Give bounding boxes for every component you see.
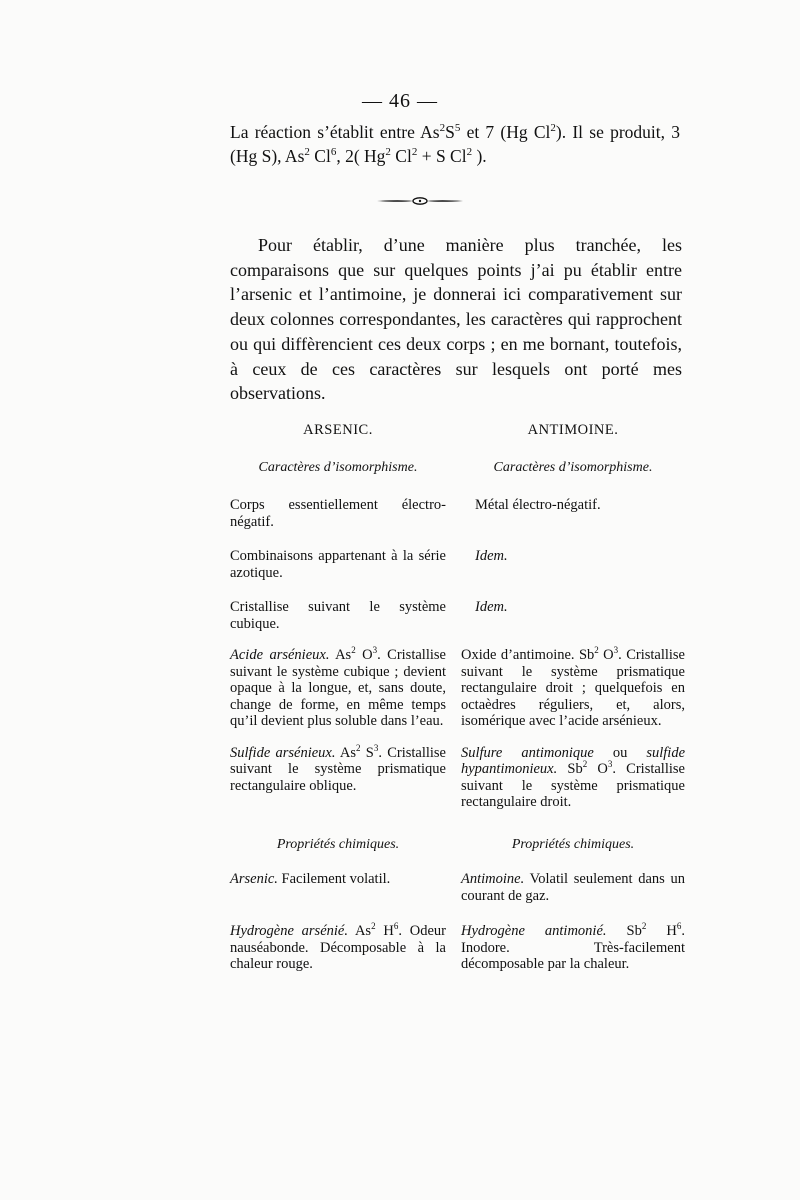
superscript: 2 xyxy=(385,146,391,159)
superscript: 3 xyxy=(613,645,619,656)
intro-reaction xyxy=(230,120,680,168)
formula-text: As xyxy=(329,647,352,663)
superscript: 2 xyxy=(371,921,376,932)
formula-text: Sb xyxy=(557,761,583,777)
superscript: 6 xyxy=(676,921,682,932)
superscript: 2 xyxy=(304,146,310,159)
superscript: 2 xyxy=(594,645,599,656)
antimony-isomorphism-heading: Caractères d’isomorphisme. xyxy=(493,459,653,475)
arsenic-character-1: Corps essentiellement électro-négatif. xyxy=(230,497,446,530)
formula-text: H xyxy=(646,923,677,939)
entry-text: Volatil seulement dans un courant de gaz. xyxy=(461,871,685,904)
intro-text: ). xyxy=(472,146,487,166)
superscript: 2 xyxy=(641,921,647,932)
antimony-element-entry xyxy=(461,871,685,904)
hydride-name: Hydrogène antimonié. xyxy=(461,923,607,939)
superscript: 5 xyxy=(454,122,461,135)
entry-text: ou xyxy=(593,744,647,761)
entry-text: . Odeur nauséabonde. Décomposable à la chaleur rouge. xyxy=(230,923,446,972)
antimony-character-1: Métal électro-négatif. xyxy=(475,497,601,513)
entry-text: . Cristallise suivant le système prismatique rectangulaire droit. xyxy=(461,761,685,810)
formula-text: O xyxy=(598,647,614,663)
comparison-introduction: Pour établir, d’une manière plus tranchée, les comparaisons que sur quelques points j’ai pu établir entre l’arsenic et l’antimoine, je donnerai ici comparativement sur deux colonnes correspondantes, les caractères qui rapprochent ou qui diffèrencient ces deux corps ; en me bornant, toutefois, à ceux de ces caractères sur lesquels ont porté mes observations. xyxy=(230,235,682,404)
antimony-character-3: Idem. xyxy=(475,599,508,615)
arsenic-properties-heading: Propriétés chimiques. xyxy=(276,836,400,852)
page-number: — 46 — xyxy=(362,90,438,112)
superscript: 2 xyxy=(411,146,418,159)
superscript: 2 xyxy=(356,742,361,753)
formula-text: Oxide d’antimoine. Sb xyxy=(461,647,595,663)
sulfide-name: Sulfide arsénieux. xyxy=(230,744,336,761)
formula-text: O xyxy=(587,761,608,777)
antimony-hydride-entry xyxy=(461,923,685,973)
entry-text: . Cristallise suivant le système cubique ; devient opaque à la longue, et, sans doute, change de forme, en même temps qu’il devient plus soluble dans l’eau. xyxy=(230,647,446,729)
arsenic-sulfide-entry xyxy=(230,742,446,811)
entry-text: Facilement volatil. xyxy=(277,871,391,887)
arsenic-isomorphism-heading: Caractères d’isomorphisme. xyxy=(258,459,418,475)
arsenic-element-entry xyxy=(230,871,446,904)
acid-name: Acide arsénieux. xyxy=(230,647,330,663)
superscript: 2 xyxy=(351,645,356,656)
superscript: 3 xyxy=(372,645,378,656)
ornament-divider-icon xyxy=(375,196,465,206)
formula-text: S xyxy=(360,744,374,761)
superscript: 6 xyxy=(393,921,399,932)
sulfide-name-alt: sulfide hypantimonieux. xyxy=(461,744,686,777)
entry-text: . Cristallise suivant le système prismatique rectangulaire oblique. xyxy=(230,744,446,794)
superscript: 2 xyxy=(439,122,446,135)
intro-text: ). Il se produit, 3 (Hg S), As xyxy=(230,122,680,166)
formula-text: Sb xyxy=(606,923,642,939)
superscript: 2 xyxy=(582,759,588,770)
antimony-character-2: Idem. xyxy=(475,548,508,564)
formula-text: As xyxy=(335,744,357,761)
intro-text: + S Cl xyxy=(417,146,467,166)
arsenic-acid-entry xyxy=(230,647,446,730)
element-name: Antimoine. xyxy=(461,871,525,887)
antimony-oxide-entry xyxy=(461,647,685,730)
arsenic-character-3: Cristallise suivant le système cubique. xyxy=(230,599,446,632)
formula-text: H xyxy=(375,923,394,939)
antimony-heading: ANTIMOINE. xyxy=(527,422,619,438)
superscript: 2 xyxy=(550,122,556,135)
intro-text: S xyxy=(445,122,455,142)
arsenic-character-2: Combinaisons appartenant à la série azotique. xyxy=(230,548,446,581)
comparison-columns xyxy=(230,422,685,973)
antimony-properties-heading: Propriétés chimiques. xyxy=(511,836,635,852)
formula-text: As xyxy=(347,923,372,939)
superscript: 3 xyxy=(607,759,613,770)
intro-text: , 2( Hg xyxy=(336,146,386,166)
entry-text: . Inodore. Très-facilement décomposable par la chaleur. xyxy=(461,923,685,972)
superscript: 6 xyxy=(330,146,337,159)
arsenic-heading: ARSENIC. xyxy=(303,422,373,438)
element-name: Arsenic. xyxy=(230,871,278,887)
formula-text: O xyxy=(355,647,373,663)
arsenic-hydride-entry xyxy=(230,923,446,973)
hydride-name: Hydrogène arsénié. xyxy=(230,923,348,939)
sulfide-name: Sulfure antimonique xyxy=(461,744,594,761)
intro-text: Cl xyxy=(309,146,331,166)
antimony-sulfide-entry xyxy=(461,745,685,811)
superscript: 2 xyxy=(466,146,473,159)
intro-text: Cl xyxy=(390,146,412,166)
superscript: 3 xyxy=(373,742,379,753)
intro-text: La réaction s’établit entre As xyxy=(230,122,440,142)
intro-text: et 7 (Hg Cl xyxy=(460,122,551,142)
entry-text: . Cristallise suivant le système prismatique rectangulaire droit ; quelquefois en octaèdres réguliers, et, alors, isomérique avec l’acide arsénieux. xyxy=(461,647,685,729)
